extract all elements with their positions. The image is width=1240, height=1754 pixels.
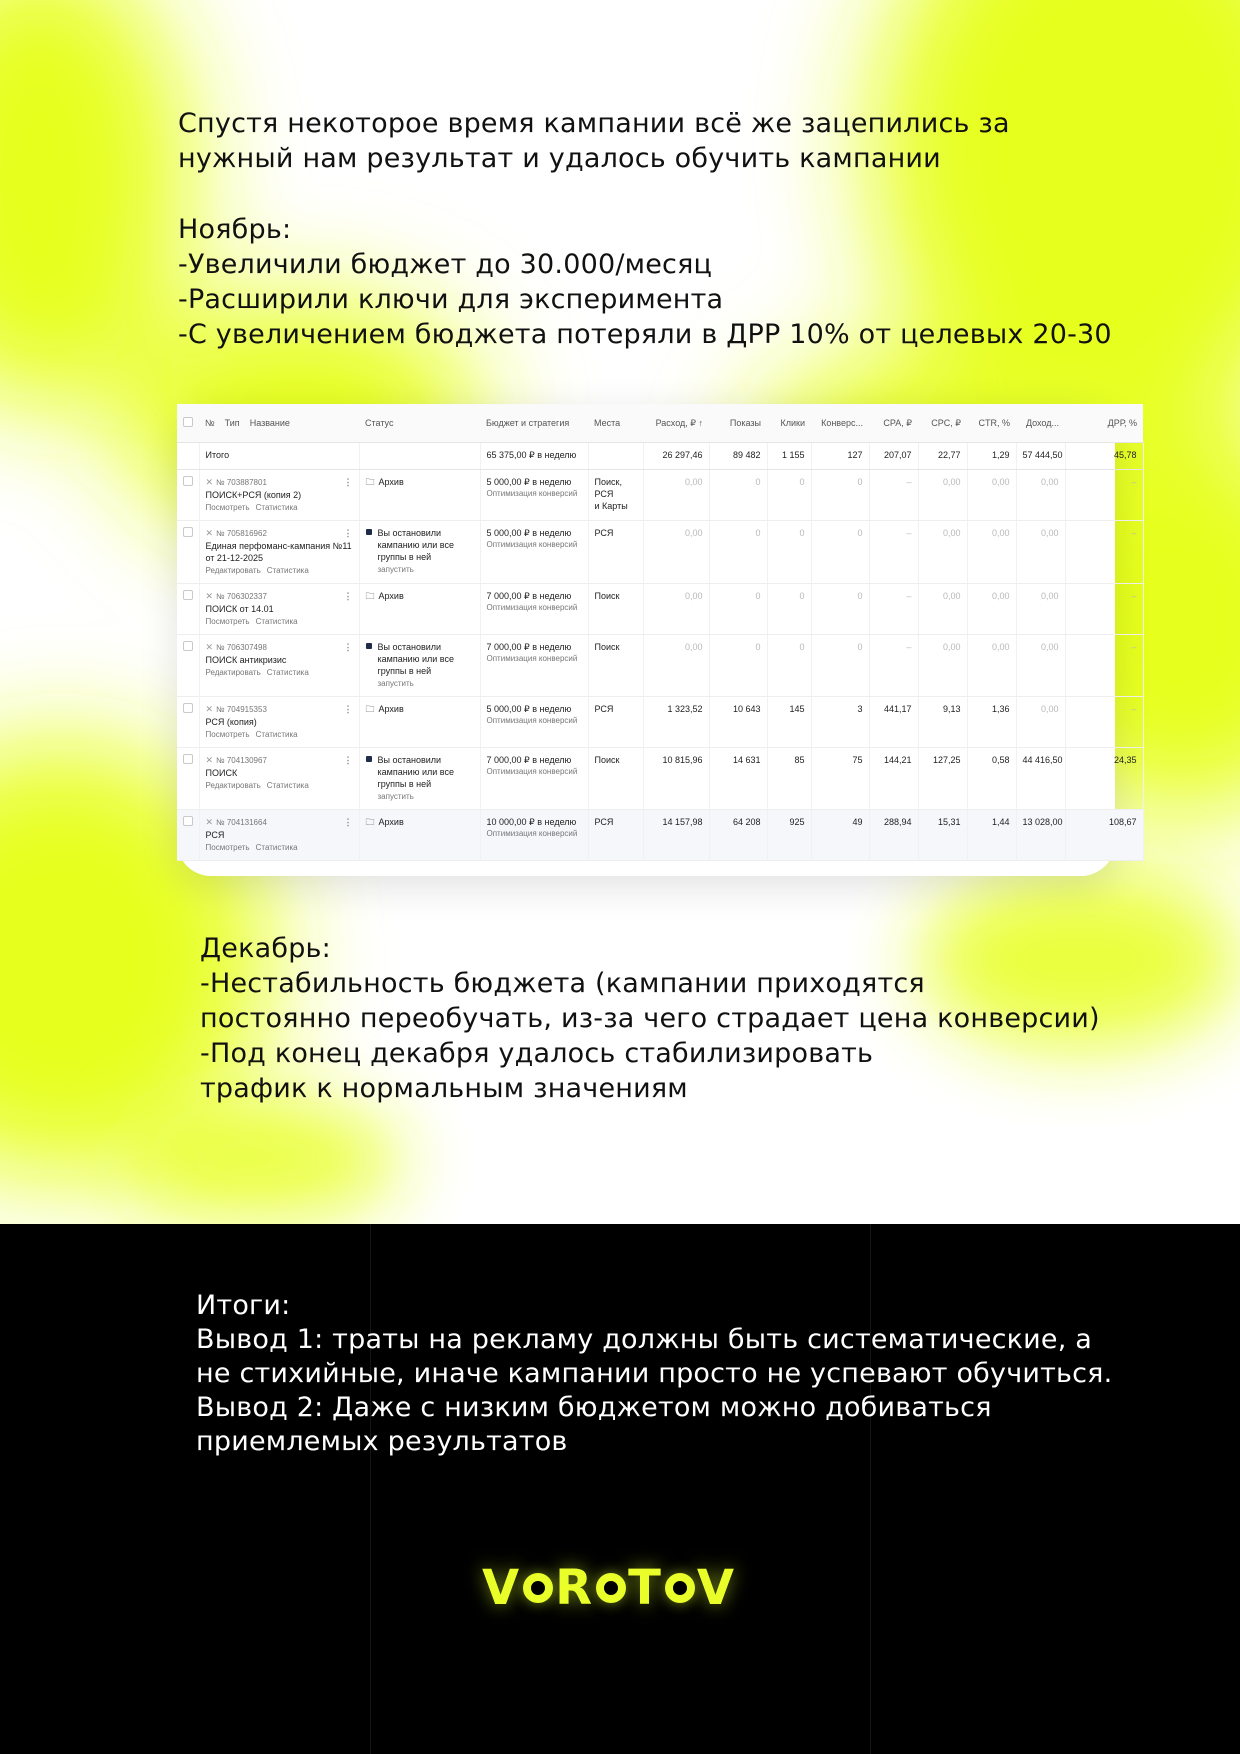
- logo-letter: V: [482, 1560, 522, 1616]
- row-checkbox-cell[interactable]: [177, 697, 199, 748]
- table-row[interactable]: [177, 470, 1143, 521]
- spend-cell: 14 157,98: [643, 810, 709, 861]
- status-text: Архив: [378, 817, 404, 827]
- clicks-cell: 145: [767, 697, 811, 748]
- status-cell: [359, 748, 480, 810]
- folder-icon: 🗀: [365, 817, 375, 827]
- impressions-cell: 64 208: [709, 810, 767, 861]
- campaign-id: № 704131664: [216, 818, 267, 827]
- conversions-cell: 49: [811, 810, 869, 861]
- launch-link[interactable]: запустить: [377, 565, 414, 574]
- drr-cell: 24,35: [1065, 748, 1143, 810]
- cpc-cell: 0,00: [918, 470, 967, 521]
- december-section: [200, 931, 1100, 1106]
- cpa-cell: 288,94: [869, 810, 918, 861]
- campaign-table-screenshot: [177, 404, 1137, 876]
- drr-cell: –: [1065, 697, 1143, 748]
- cpc-cell: 0,00: [918, 521, 967, 584]
- stop-icon: [366, 643, 372, 649]
- spend-cell: 10 815,96: [643, 748, 709, 810]
- header-budget[interactable]: Бюджет и стратегия: [480, 404, 588, 443]
- total-revenue: 57 444,50: [1016, 443, 1065, 470]
- status-cell: [359, 635, 480, 697]
- places-cell: [588, 635, 643, 697]
- campaign-action-link[interactable]: Редактировать: [205, 566, 261, 575]
- stop-icon: [366, 529, 372, 535]
- campaign-cell: [199, 810, 359, 861]
- status-text: кампанию или все: [377, 767, 454, 777]
- campaign-action-link[interactable]: Статистика: [266, 668, 309, 677]
- budget-value: 7 000,00 ₽ в неделю: [486, 755, 572, 765]
- intro-text: [178, 106, 1010, 176]
- revenue-cell: 0,00: [1016, 584, 1065, 635]
- conversions-cell: 0: [811, 635, 869, 697]
- budget-value: 7 000,00 ₽ в неделю: [486, 642, 572, 652]
- total-label: Итого: [199, 443, 359, 470]
- row-checkbox-cell[interactable]: [177, 748, 199, 810]
- summary-item: Вывод 2: Даже с низким бюджетом можно добиваться: [196, 1392, 992, 1423]
- close-icon: ✕: [205, 642, 214, 652]
- row-checkbox-cell[interactable]: [177, 810, 199, 861]
- ctr-cell: 1,36: [967, 697, 1016, 748]
- campaign-name[interactable]: РСЯ (копия): [205, 717, 257, 727]
- launch-link[interactable]: запустить: [377, 679, 414, 688]
- campaign-cell: [199, 521, 359, 584]
- header-cpa[interactable]: CPA, ₽: [869, 404, 918, 443]
- spend-cell: 0,00: [643, 470, 709, 521]
- table-row[interactable]: [177, 748, 1143, 810]
- cpc-cell: 127,25: [918, 748, 967, 810]
- revenue-cell: 44 416,50: [1016, 748, 1065, 810]
- cpa-cell: –: [869, 635, 918, 697]
- ctr-cell: 0,58: [967, 748, 1016, 810]
- spend-cell: 1 323,52: [643, 697, 709, 748]
- budget-value: 10 000,00 ₽ в неделю: [486, 817, 577, 827]
- close-icon: ✕: [205, 477, 214, 487]
- campaign-action-link[interactable]: Статистика: [255, 503, 298, 512]
- impressions-cell: 0: [709, 635, 767, 697]
- campaign-id: № 706307498: [216, 643, 267, 652]
- campaign-action-link[interactable]: Статистика: [255, 730, 298, 739]
- strategy-value: Оптимизация конверсий: [486, 540, 578, 549]
- december-item: постоянно переобучать, из-за чего страдает цена конверсии): [200, 1003, 1100, 1034]
- campaign-action-link[interactable]: Посмотреть: [205, 843, 250, 852]
- header-name: Название: [249, 418, 290, 428]
- campaign-links: [206, 565, 353, 577]
- header-impressions[interactable]: Показы: [709, 404, 767, 443]
- impressions-cell: 14 631: [709, 748, 767, 810]
- header-revenue[interactable]: Доход...: [1016, 404, 1065, 443]
- campaign-action-link[interactable]: Посмотреть: [205, 730, 250, 739]
- launch-link[interactable]: запустить: [377, 792, 414, 801]
- drr-cell: –: [1065, 584, 1143, 635]
- november-item: -С увеличением бюджета потеряли в ДРР 10% от целевых 20-30: [178, 319, 1112, 350]
- intro-line: Спустя некоторое время кампании всё же зацепились за: [178, 108, 1010, 139]
- row-checkbox[interactable]: [183, 527, 193, 537]
- campaign-id: № 704915353: [216, 705, 267, 714]
- cpa-cell: –: [869, 470, 918, 521]
- strategy-value: Оптимизация конверсий: [486, 603, 578, 612]
- status-cell: [359, 521, 480, 584]
- revenue-cell: 13 028,00: [1016, 810, 1065, 861]
- campaign-links: [206, 616, 353, 628]
- campaign-id: № 703887801: [216, 478, 267, 487]
- close-icon: ✕: [205, 817, 214, 827]
- campaign-cell: [199, 584, 359, 635]
- row-checkbox[interactable]: [183, 590, 193, 600]
- campaign-links: [206, 502, 353, 514]
- cpa-cell: 144,21: [869, 748, 918, 810]
- campaign-action-link[interactable]: Редактировать: [205, 668, 261, 677]
- campaign-name[interactable]: ПОИСК: [205, 768, 238, 778]
- stop-icon: [366, 756, 372, 762]
- ctr-cell: 0,00: [967, 584, 1016, 635]
- table-row[interactable]: [177, 635, 1143, 697]
- close-icon: ✕: [205, 704, 214, 714]
- strategy-value: Оптимизация конверсий: [486, 489, 578, 498]
- total-budget: 65 375,00 ₽ в неделю: [480, 443, 588, 470]
- total-impressions: 89 482: [709, 443, 767, 470]
- strategy-value: Оптимизация конверсий: [486, 829, 578, 838]
- december-item: трафик к нормальным значениям: [200, 1073, 688, 1104]
- status-text: Архив: [378, 477, 404, 487]
- drr-cell: –: [1065, 470, 1143, 521]
- header-places[interactable]: Места: [588, 404, 643, 443]
- logo-letter: R: [555, 1560, 595, 1616]
- status-cell: [359, 470, 480, 521]
- impressions-cell: 0: [709, 584, 767, 635]
- impressions-cell: 10 643: [709, 697, 767, 748]
- drr-cell: 108,67: [1065, 810, 1143, 861]
- place-item: РСЯ: [594, 489, 614, 499]
- total-clicks: 1 155: [767, 443, 811, 470]
- place-item: Поиск: [594, 755, 620, 765]
- budget-cell: [480, 697, 588, 748]
- header-ctr[interactable]: CTR, %: [967, 404, 1016, 443]
- header-drr[interactable]: ДРР, %: [1065, 404, 1143, 443]
- clicks-cell: 0: [767, 584, 811, 635]
- total-cpc: 22,77: [918, 443, 967, 470]
- strategy-value: Оптимизация конверсий: [486, 767, 578, 776]
- total-ctr: 1,29: [967, 443, 1016, 470]
- campaign-cell: [199, 470, 359, 521]
- table-row[interactable]: [177, 584, 1143, 635]
- december-item: -Под конец декабря удалось стабилизировать: [200, 1038, 874, 1069]
- place-item: Поиск: [594, 642, 620, 652]
- place-item: Поиск: [594, 591, 620, 601]
- total-conversions: 127: [811, 443, 869, 470]
- conversions-cell: 0: [811, 470, 869, 521]
- logo-letter: T: [628, 1560, 663, 1616]
- revenue-cell: 0,00: [1016, 697, 1065, 748]
- campaign-id: № 705816962: [216, 529, 267, 538]
- conversions-cell: 75: [811, 748, 869, 810]
- impressions-cell: 0: [709, 470, 767, 521]
- summary-item: не стихийные, иначе кампании просто не успевают обучиться.: [196, 1358, 1113, 1389]
- november-section: [178, 212, 1112, 352]
- campaign-action-link[interactable]: Статистика: [266, 566, 309, 575]
- logo-ring-letter: [523, 1573, 553, 1603]
- vorotov-logo: [482, 1558, 762, 1618]
- header-checkbox[interactable]: [177, 404, 199, 443]
- spend-cell: 0,00: [643, 635, 709, 697]
- strategy-value: Оптимизация конверсий: [486, 654, 578, 663]
- spend-cell: 0,00: [643, 584, 709, 635]
- logo-ring-letter: [665, 1573, 695, 1603]
- campaign-links: [206, 842, 353, 854]
- header-num: №: [205, 418, 215, 428]
- conversions-cell: 3: [811, 697, 869, 748]
- status-text: Вы остановили: [377, 755, 442, 765]
- december-heading: Декабрь:: [200, 933, 331, 964]
- campaign-action-link[interactable]: Посмотреть: [205, 503, 250, 512]
- november-item: -Расширили ключи для эксперимента: [178, 284, 724, 315]
- status-text: кампанию или все: [377, 540, 454, 550]
- campaign-name[interactable]: ПОИСК+РСЯ (копия 2): [205, 490, 302, 500]
- cpa-cell: –: [869, 521, 918, 584]
- row-checkbox-cell[interactable]: [177, 584, 199, 635]
- campaign-id: № 706302337: [216, 592, 267, 601]
- table-row[interactable]: [177, 521, 1143, 584]
- impressions-cell: 0: [709, 521, 767, 584]
- campaign-cell: [199, 748, 359, 810]
- drr-cell: –: [1065, 521, 1143, 584]
- more-menu-icon[interactable]: ⋮: [343, 528, 353, 538]
- budget-cell: [480, 470, 588, 521]
- status-text: Вы остановили: [377, 528, 442, 538]
- status-text: Вы остановили: [377, 642, 442, 652]
- header-spend[interactable]: Расход, ₽ ↑: [643, 404, 709, 443]
- more-menu-icon[interactable]: ⋮: [343, 817, 353, 827]
- row-checkbox[interactable]: [183, 641, 193, 651]
- revenue-cell: 0,00: [1016, 470, 1065, 521]
- header-type: Тип: [224, 418, 240, 428]
- places-cell: [588, 584, 643, 635]
- campaign-action-link[interactable]: Редактировать: [205, 781, 261, 790]
- place-item: РСЯ: [594, 704, 614, 714]
- header-conversions[interactable]: Конверс...: [811, 404, 869, 443]
- more-menu-icon[interactable]: ⋮: [343, 477, 353, 487]
- places-cell: [588, 748, 643, 810]
- clicks-cell: 0: [767, 635, 811, 697]
- november-item: -Увеличили бюджет до 30.000/месяц: [178, 249, 713, 280]
- spend-cell: 0,00: [643, 521, 709, 584]
- total-cpa: 207,07: [869, 443, 918, 470]
- status-cell: [359, 697, 480, 748]
- status-text: группы в ней: [377, 779, 432, 789]
- status-text: Архив: [378, 704, 404, 714]
- cpc-cell: 0,00: [918, 584, 967, 635]
- table-row[interactable]: [177, 697, 1143, 748]
- clicks-cell: 0: [767, 521, 811, 584]
- total-places: [588, 443, 643, 470]
- status-text: группы в ней: [377, 666, 432, 676]
- cpc-cell: 9,13: [918, 697, 967, 748]
- budget-cell: [480, 635, 588, 697]
- places-cell: [588, 521, 643, 584]
- logo-letter: V: [696, 1560, 737, 1616]
- campaign-id: № 704130967: [216, 756, 267, 765]
- clicks-cell: 925: [767, 810, 811, 861]
- budget-cell: [480, 521, 588, 584]
- strategy-value: Оптимизация конверсий: [486, 716, 578, 725]
- header-name-col[interactable]: [199, 404, 359, 443]
- header-status[interactable]: Статус: [359, 404, 480, 443]
- row-checkbox[interactable]: [183, 816, 193, 826]
- ctr-cell: 0,00: [967, 470, 1016, 521]
- table-row[interactable]: [177, 810, 1143, 861]
- campaign-links: [206, 729, 353, 741]
- row-checkbox-cell[interactable]: [177, 635, 199, 697]
- folder-icon: 🗀: [365, 591, 375, 601]
- select-all-checkbox[interactable]: [183, 417, 193, 427]
- conversions-cell: 0: [811, 584, 869, 635]
- total-status: [359, 443, 480, 470]
- clicks-cell: 85: [767, 748, 811, 810]
- close-icon: ✕: [205, 591, 214, 601]
- more-menu-icon[interactable]: ⋮: [343, 591, 353, 601]
- more-menu-icon[interactable]: ⋮: [343, 642, 353, 652]
- row-checkbox-cell[interactable]: [177, 470, 199, 521]
- place-item: РСЯ: [594, 817, 614, 827]
- header-cpc[interactable]: CPC, ₽: [918, 404, 967, 443]
- total-spend: 26 297,46: [643, 443, 709, 470]
- campaign-name[interactable]: ПОИСК от 14.01: [205, 604, 274, 614]
- campaign-name[interactable]: Единая перфоманс-кампания №11 от 21-12-2025: [205, 541, 352, 563]
- conversions-cell: 0: [811, 521, 869, 584]
- revenue-cell: 0,00: [1016, 521, 1065, 584]
- campaign-cell: [199, 635, 359, 697]
- budget-value: 5 000,00 ₽ в неделю: [486, 477, 572, 487]
- clicks-cell: 0: [767, 470, 811, 521]
- intro-line: нужный нам результат и удалось обучить кампании: [178, 143, 941, 174]
- cpc-cell: 15,31: [918, 810, 967, 861]
- more-menu-icon[interactable]: ⋮: [343, 704, 353, 714]
- campaign-action-link[interactable]: Статистика: [255, 617, 298, 626]
- folder-icon: 🗀: [365, 477, 375, 487]
- places-cell: [588, 810, 643, 861]
- place-item: Поиск,: [594, 477, 622, 487]
- cpc-cell: 0,00: [918, 635, 967, 697]
- total-spacer: [177, 443, 199, 470]
- budget-cell: [480, 810, 588, 861]
- revenue-cell: 0,00: [1016, 635, 1065, 697]
- row-checkbox[interactable]: [183, 703, 193, 713]
- ctr-cell: 0,00: [967, 521, 1016, 584]
- ctr-cell: 0,00: [967, 635, 1016, 697]
- close-icon: ✕: [205, 755, 214, 765]
- summary-item: Вывод 1: траты на рекламу должны быть систематические, а: [196, 1324, 1093, 1355]
- places-cell: [588, 470, 643, 521]
- budget-cell: [480, 584, 588, 635]
- status-cell: [359, 584, 480, 635]
- december-item: -Нестабильность бюджета (кампании приходятся: [200, 968, 925, 999]
- row-checkbox[interactable]: [183, 754, 193, 764]
- row-checkbox-cell[interactable]: [177, 521, 199, 584]
- budget-value: 5 000,00 ₽ в неделю: [486, 528, 572, 538]
- place-item: и Карты: [594, 501, 628, 511]
- status-text: кампанию или все: [377, 654, 454, 664]
- ctr-cell: 1,44: [967, 810, 1016, 861]
- budget-value: 5 000,00 ₽ в неделю: [486, 704, 572, 714]
- drr-cell: –: [1065, 635, 1143, 697]
- places-cell: [588, 697, 643, 748]
- close-icon: ✕: [205, 528, 214, 538]
- campaign-action-link[interactable]: Статистика: [266, 781, 309, 790]
- cpa-cell: –: [869, 584, 918, 635]
- place-item: РСЯ: [594, 528, 614, 538]
- header-clicks[interactable]: Клики: [767, 404, 811, 443]
- status-text: Архив: [378, 591, 404, 601]
- campaign-links: [206, 667, 353, 679]
- status-text: группы в ней: [377, 552, 432, 562]
- status-cell: [359, 810, 480, 861]
- campaign-name[interactable]: РСЯ: [205, 830, 225, 840]
- table-header-row: [177, 404, 1143, 443]
- campaign-cell: [199, 697, 359, 748]
- row-checkbox[interactable]: [183, 476, 193, 486]
- budget-cell: [480, 748, 588, 810]
- total-drr: 45,78: [1065, 443, 1143, 470]
- campaign-name[interactable]: ПОИСК антикризис: [205, 655, 287, 665]
- budget-value: 7 000,00 ₽ в неделю: [486, 591, 572, 601]
- campaign-links: [206, 780, 353, 792]
- campaign-action-link[interactable]: Статистика: [255, 843, 298, 852]
- summary-heading: Итоги:: [196, 1290, 291, 1321]
- summary-section: [196, 1289, 1112, 1459]
- more-menu-icon[interactable]: ⋮: [343, 755, 353, 765]
- folder-icon: 🗀: [365, 704, 375, 714]
- campaign-table: [177, 404, 1144, 861]
- summary-item: приемлемых результатов: [196, 1426, 568, 1457]
- total-row: [177, 443, 1143, 470]
- november-heading: Ноябрь:: [178, 214, 292, 245]
- logo-ring-letter: [596, 1573, 626, 1603]
- campaign-action-link[interactable]: Посмотреть: [205, 617, 250, 626]
- cpa-cell: 441,17: [869, 697, 918, 748]
